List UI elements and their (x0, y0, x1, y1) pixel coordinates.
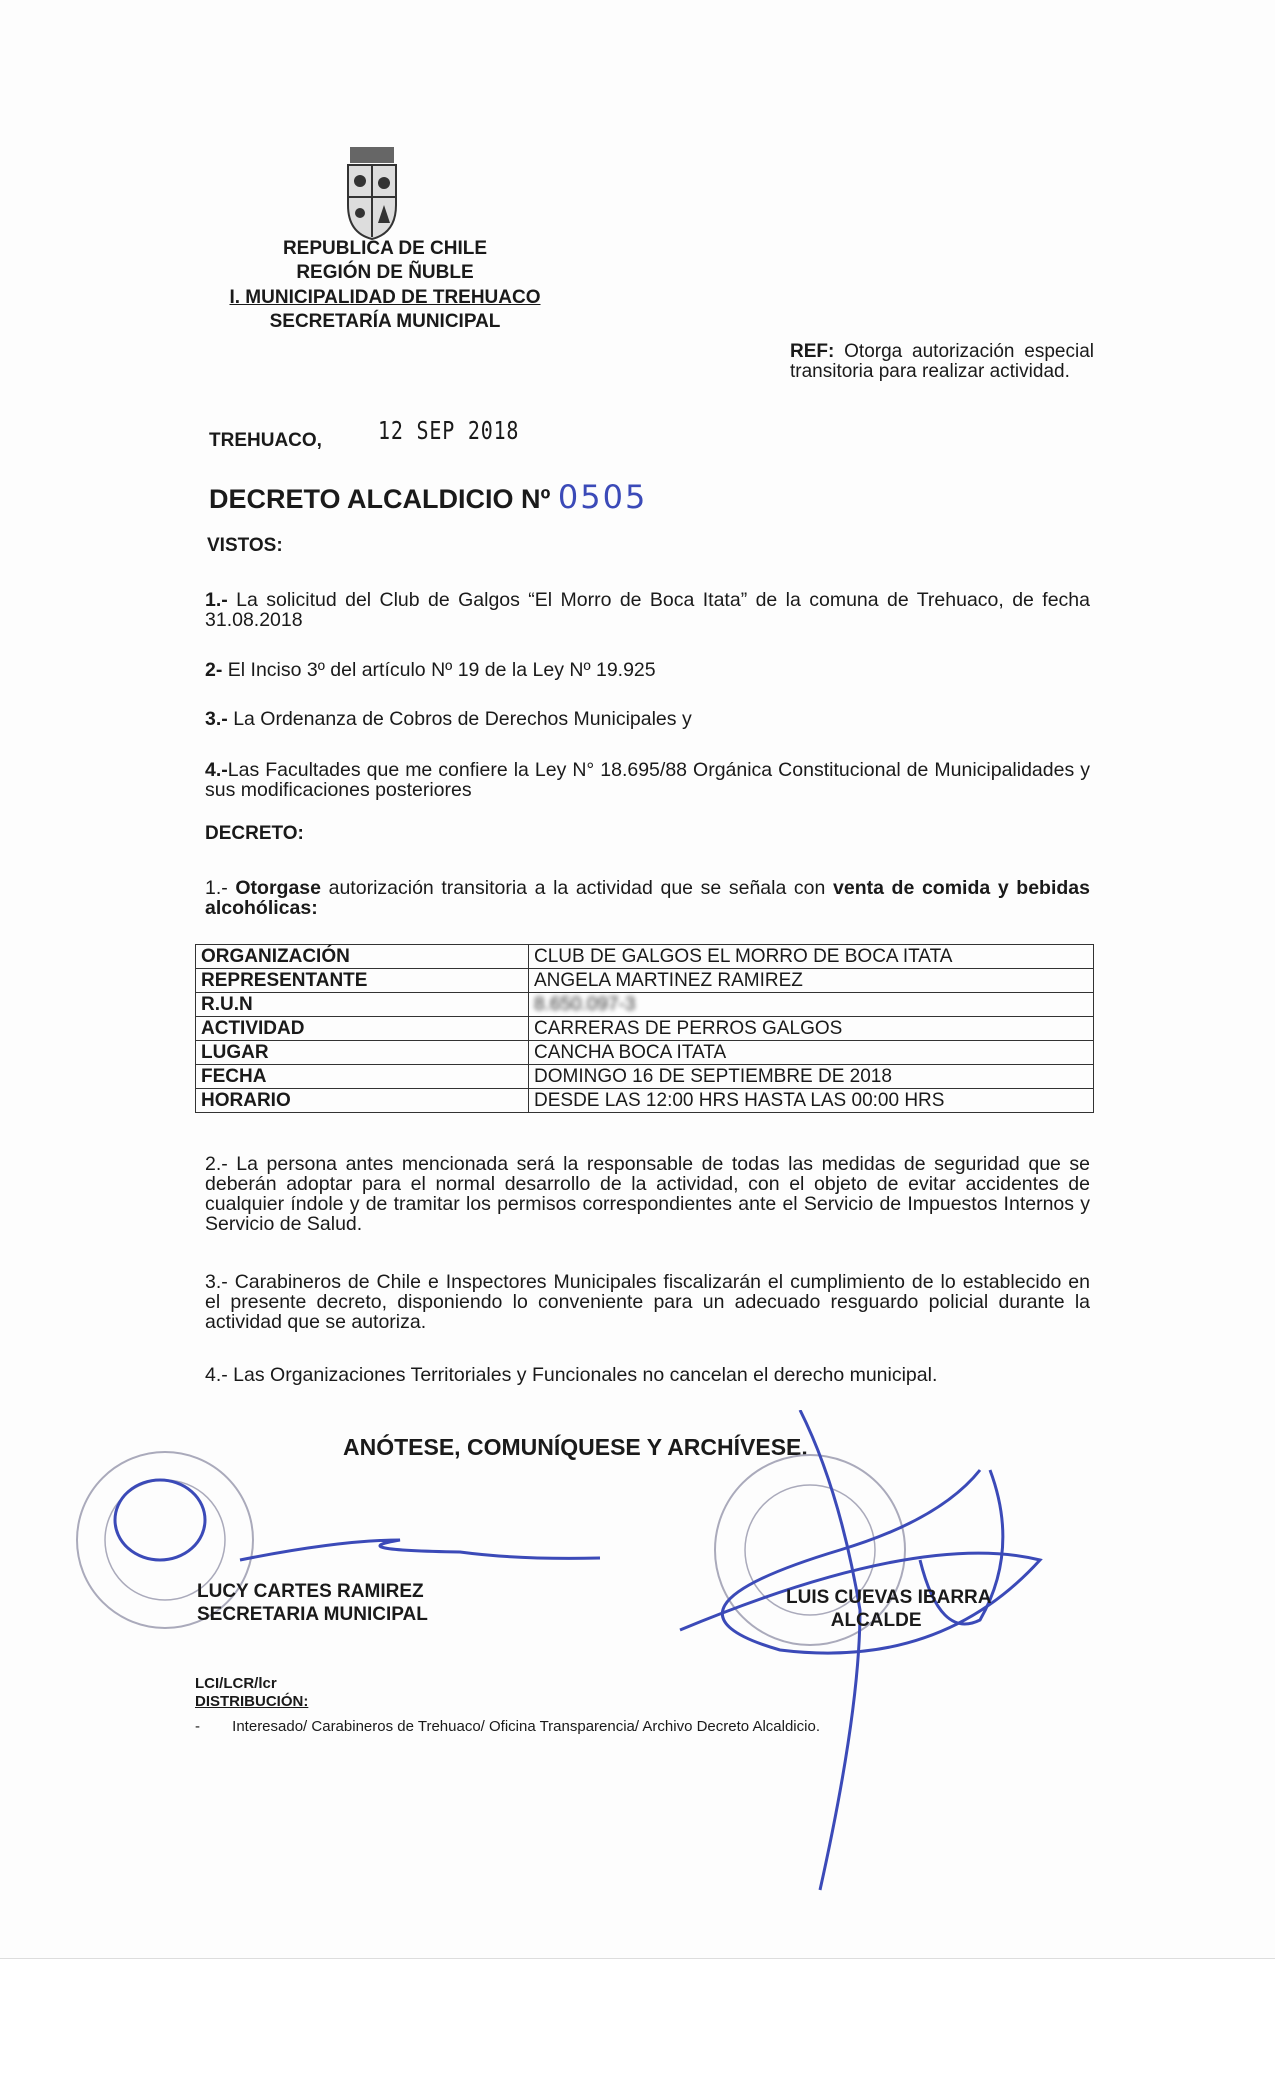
visto-item-4: 4.-Las Facultades que me confiere la Ley N° 18.695/88 Orgánica Constitucional de Municipalidades y sus modificaciones posteriores (205, 759, 1090, 801)
place: TREHUACO, (209, 430, 322, 451)
date-stamp: 12 SEP 2018 (378, 416, 520, 445)
activity-table (195, 944, 1094, 1113)
decreto-item-3: 3.- Carabineros de Chile e Inspectores Municipales fiscalizarán el cumplimiento de lo establecido en el presente decreto, disponiendo lo conveniente para un adecuado resguardo policial durante la actividad que se autoriza. (205, 1271, 1090, 1333)
visto-item-3: 3.- La Ordenanza de Cobros de Derechos Municipales y (205, 708, 692, 730)
alcalde-role: ALCALDE (830, 1610, 922, 1631)
decree-number: 0505 (557, 478, 648, 516)
ref-text: Otorga autorización especial transitoria para realizar actividad. (790, 341, 1094, 382)
table-value: CANCHA BOCA ITATA (529, 1041, 1094, 1065)
distribucion-list: - Interesado/ Carabineros de Trehuaco/ Oficina Transparencia/ Archivo Decreto Alcaldicio. (195, 1718, 820, 1735)
table-key: LUGAR (196, 1041, 529, 1065)
table-key: ORGANIZACIÓN (196, 945, 529, 969)
ref-label: REF: (790, 341, 835, 362)
decree-title (209, 478, 647, 516)
decreto-item-1: 1.- Otorgase autorización transitoria a la actividad que se señala con venta de comida y bebidas alcohólicas: (205, 877, 1090, 919)
signature-scribbles-icon (220, 1410, 1100, 1910)
table-row (196, 945, 1094, 969)
secretaria-name: LUCY CARTES RAMIREZ (197, 1581, 424, 1602)
table-row (196, 1017, 1094, 1041)
table-key: FECHA (196, 1065, 529, 1089)
header-region: REGIÓN DE ÑUBLE (296, 262, 474, 283)
decreto-heading: DECRETO: (205, 823, 304, 844)
table-value: DESDE LAS 12:00 HRS HASTA LAS 00:00 HRS (529, 1089, 1094, 1113)
table-key: HORARIO (196, 1089, 529, 1113)
initials: LCI/LCR/lcr (195, 1675, 277, 1692)
municipal-crest-icon (342, 145, 402, 241)
header-municipality: I. MUNICIPALIDAD DE TREHUACO (229, 287, 541, 308)
header-secretaria: SECRETARÍA MUNICIPAL (269, 311, 501, 332)
table-key: ACTIVIDAD (196, 1017, 529, 1041)
decreto-item-2: 2.- La persona antes mencionada será la responsable de todas las medidas de seguridad que se deberán adoptar para el normal desarrollo de la actividad, con el objeto de evitar accidentes de cualquier índole y de tramitar los permisos correspondientes ante el Servicio de Impuestos Internos y Servicio de Salud. (205, 1153, 1090, 1235)
table-value: 8.650.097-3 (529, 993, 1094, 1017)
signature-alcalde (786, 1586, 992, 1632)
secretaria-role: SECRETARIA MUNICIPAL (197, 1604, 428, 1625)
decreto-item-4: 4.- Las Organizaciones Territoriales y Funcionales no cancelan el derecho municipal. (205, 1364, 938, 1386)
vistos-heading: VISTOS: (207, 535, 283, 556)
decree-title-text: DECRETO ALCALDICIO Nº (209, 484, 551, 514)
signature-secretaria (197, 1580, 428, 1626)
reference-block (790, 342, 1094, 382)
table-value: CLUB DE GALGOS EL MORRO DE BOCA ITATA (529, 945, 1094, 969)
closing-formula: ANÓTESE, COMUNÍQUESE Y ARCHÍVESE. (343, 1434, 808, 1460)
header-republic: REPUBLICA DE CHILE (282, 238, 488, 259)
table-key: R.U.N (196, 993, 529, 1017)
table-row (196, 1041, 1094, 1065)
visto-item-1: 1.- La solicitud del Club de Galgos “El Morro de Boca Itata” de la comuna de Trehuaco, de fecha 31.08.2018 (205, 589, 1091, 631)
alcalde-name: LUIS CUEVAS IBARRA (786, 1587, 992, 1608)
visto-item-2: 2- El Inciso 3º del artículo Nº 19 de la Ley Nº 19.925 (205, 659, 656, 681)
table-value: CARRERAS DE PERROS GALGOS (529, 1017, 1094, 1041)
table-key: REPRESENTANTE (196, 969, 529, 993)
table-value: DOMINGO 16 DE SEPTIEMBRE DE 2018 (529, 1065, 1094, 1089)
table-row (196, 969, 1094, 993)
table-value: ANGELA MARTINEZ RAMIREZ (529, 969, 1094, 993)
distribucion-heading: DISTRIBUCIÓN: (195, 1693, 309, 1710)
table-row (196, 1065, 1094, 1089)
table-row (196, 993, 1094, 1017)
table-row (196, 1089, 1094, 1113)
